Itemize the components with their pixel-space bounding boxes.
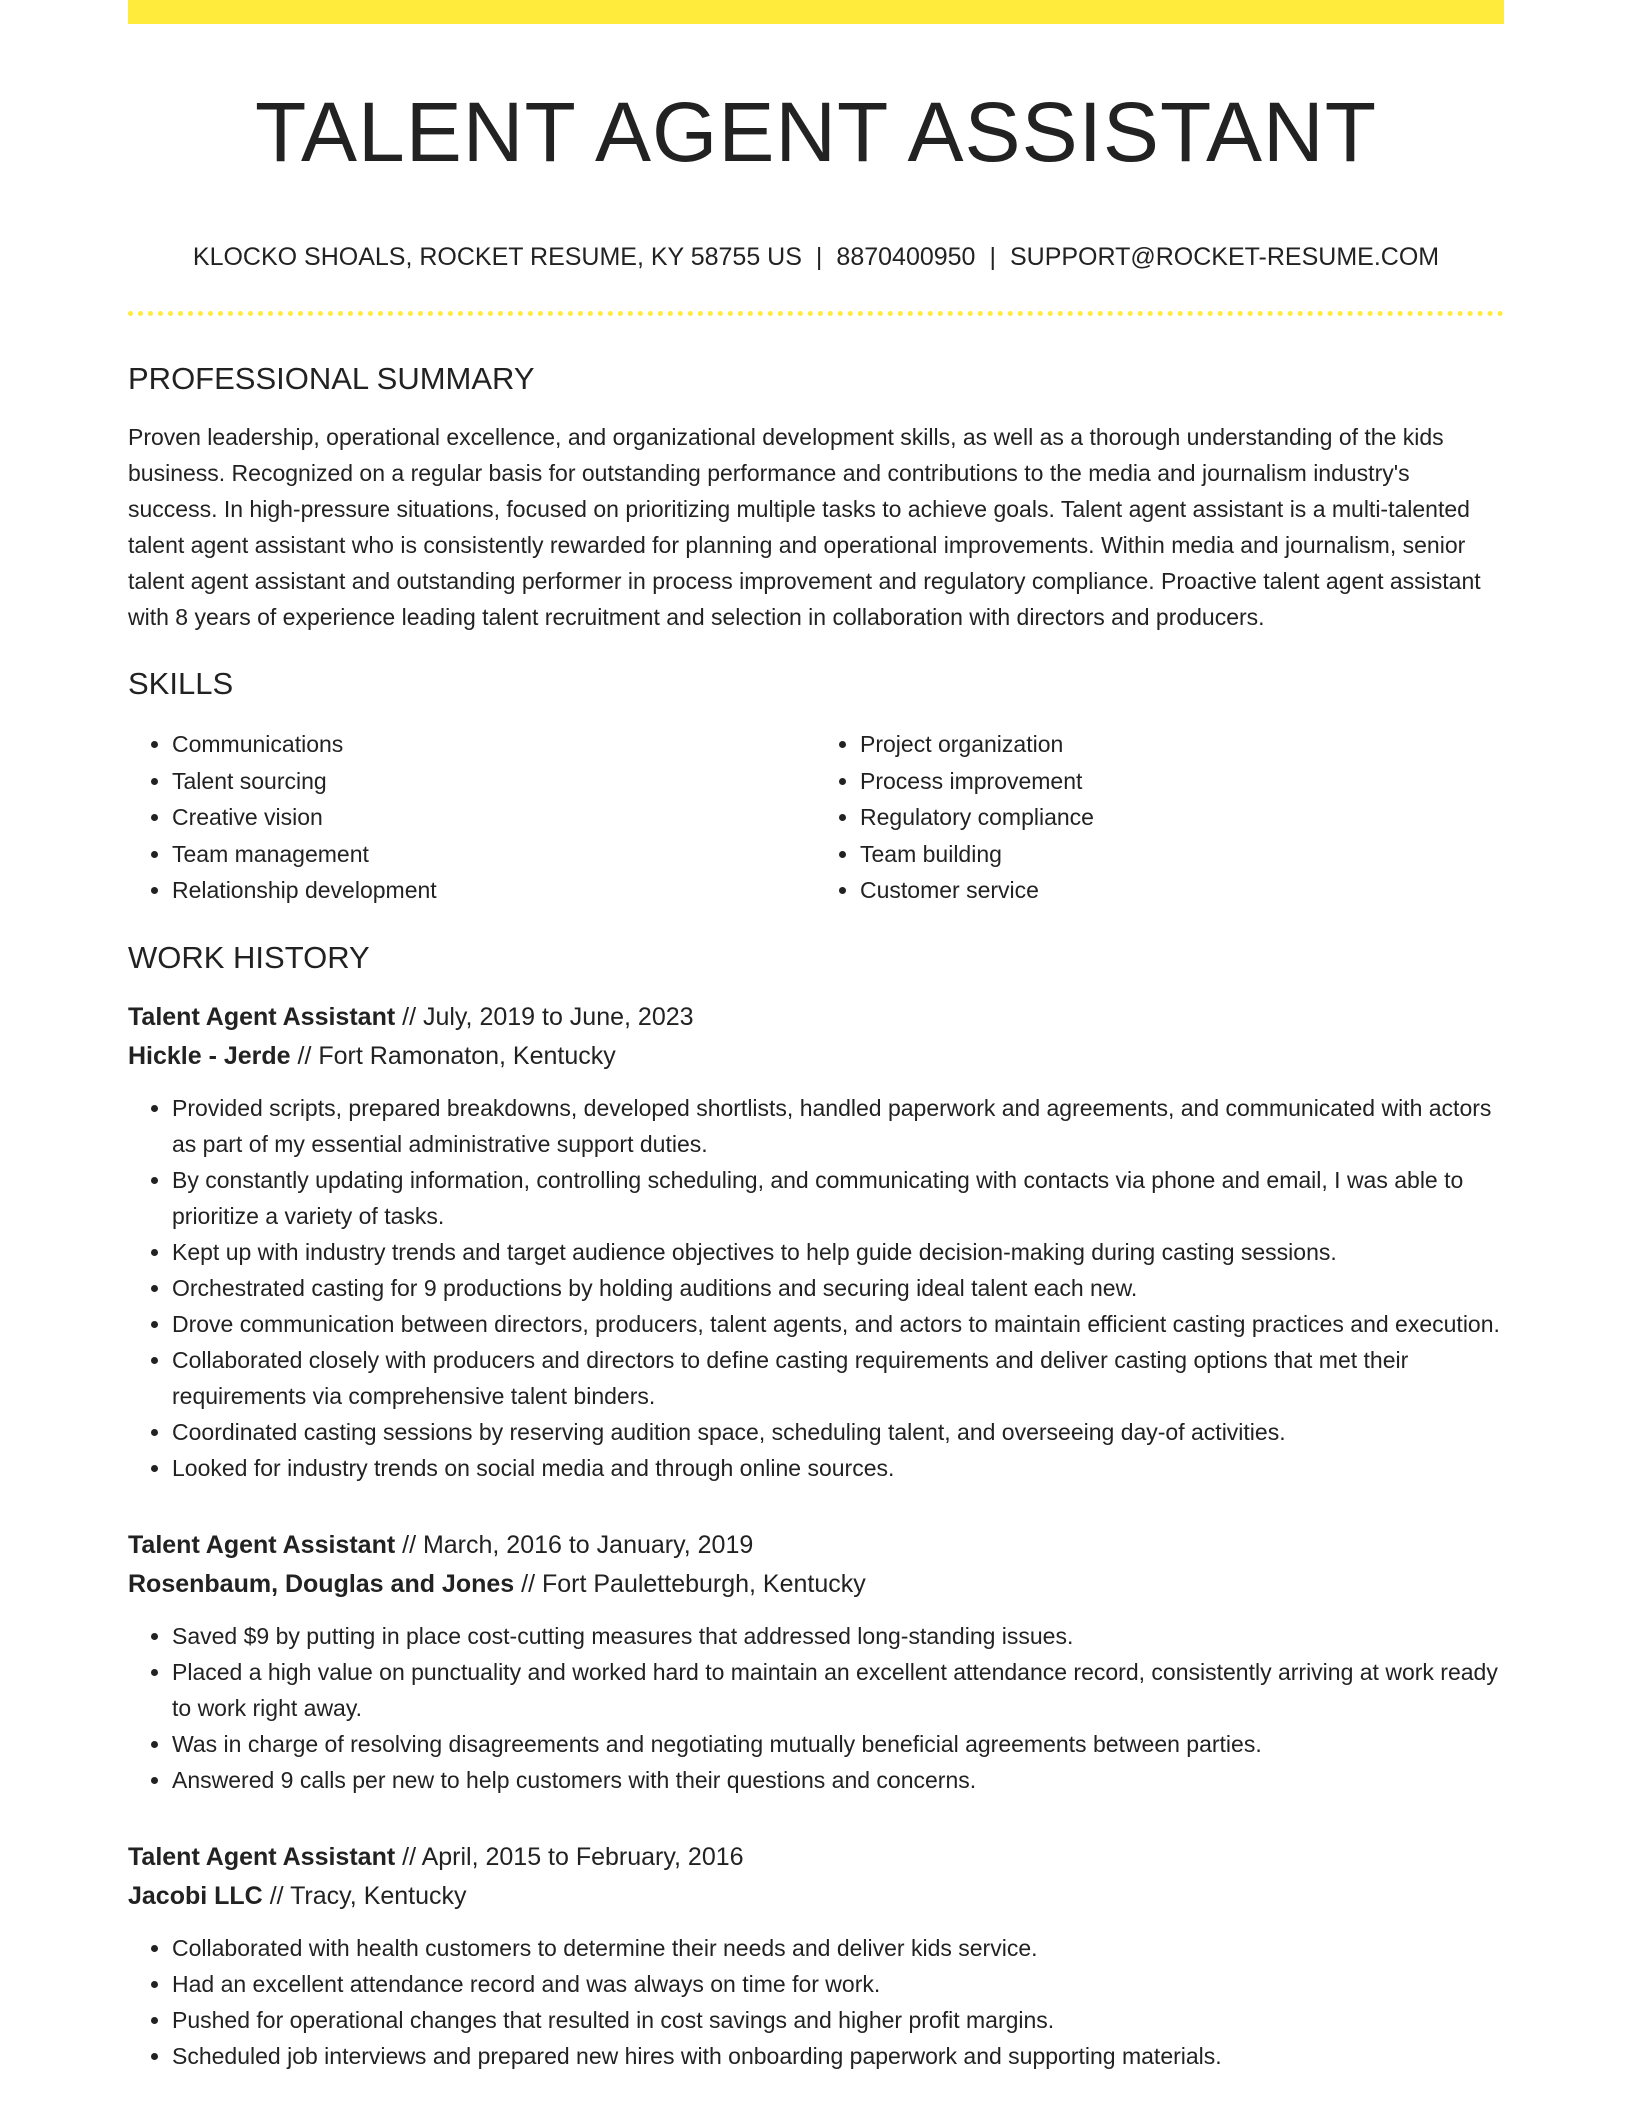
job-bullets <box>128 1930 1504 2074</box>
skill-item: • Process improvement <box>860 763 1504 800</box>
job-role: Talent Agent Assistant <box>128 1531 396 1560</box>
job-bullet: • Had an excellent attendance record and was always on time for work. <box>172 1966 1504 2002</box>
skill-item: • Team management <box>172 836 816 873</box>
job-company: Rosenbaum, Douglas and Jones <box>128 1570 515 1599</box>
job-entry <box>128 1838 1504 2074</box>
job-bullet: • By constantly updating information, controlling scheduling, and communicating with contacts via phone and email, I was able to prioritize a variety of tasks. <box>172 1162 1504 1234</box>
summary-heading: PROFESSIONAL SUMMARY <box>128 361 535 397</box>
job-bullets <box>128 1090 1504 1486</box>
job-bullet: • Answered 9 calls per new to help customers with their questions and concerns. <box>172 1762 1504 1798</box>
skill-item: • Team building <box>860 836 1504 873</box>
resume-name-title: TALENT AGENT ASSISTANT <box>254 85 1378 179</box>
job-bullet: • Saved $9 by putting in place cost-cutting measures that addressed long-standing issues. <box>172 1618 1504 1654</box>
job-bullet: • Collaborated with health customers to determine their needs and deliver kids service. <box>172 1930 1504 1966</box>
skills-list <box>128 726 1504 909</box>
skill-item: • Relationship development <box>172 872 816 909</box>
job-company: Jacobi LLC <box>128 1882 263 1911</box>
job-bullets <box>128 1618 1504 1798</box>
job-dates: // July, 2019 to June, 2023 <box>395 1003 694 1032</box>
job-role: Talent Agent Assistant <box>128 1843 396 1872</box>
accent-top-bar <box>128 0 1504 24</box>
job-entry <box>128 998 1504 1486</box>
job-entry <box>128 1526 1504 1798</box>
job-company-line <box>128 1037 1504 1076</box>
skill-item: • Talent sourcing <box>172 763 816 800</box>
job-bullet: • Placed a high value on punctuality and worked hard to maintain an excellent attendance record, consistently arriving at work ready to work right away. <box>172 1654 1504 1726</box>
job-bullet: • Drove communication between directors, producers, talent agents, and actors to maintain efficient casting practices and execution. <box>172 1306 1504 1342</box>
job-location: // Tracy, Kentucky <box>262 1882 467 1911</box>
job-dates: // April, 2015 to February, 2016 <box>395 1843 744 1872</box>
skill-item: • Regulatory compliance <box>860 799 1504 836</box>
contact-email: SUPPORT@ROCKET-RESUME.COM <box>1009 242 1440 271</box>
job-bullet: • Provided scripts, prepared breakdowns, developed shortlists, handled paperwork and agreements, and communicated with actors as part of my essential administrative support duties. <box>172 1090 1504 1162</box>
job-bullet: • Scheduled job interviews and prepared new hires with onboarding paperwork and supporting materials. <box>172 2038 1504 2074</box>
contact-line <box>128 241 1504 274</box>
job-location: // Fort Ramonaton, Kentucky <box>290 1042 616 1071</box>
skills-heading: SKILLS <box>128 666 234 702</box>
summary-text: Proven leadership, operational excellence, and organizational development skills, as well as a thorough understanding of the kids business. Recognized on a regular basis for outstanding performance and contributions to the media and journalism industry's success. In high-pressure situations, focused on prioritizing multiple tasks to achieve goals. Talent agent assistant is a multi-talented talent agent assistant who is consistently rewarded for planning and operational improvements. Within media and journalism, senior talent agent assistant and outstanding performer in process improvement and regulatory compliance. Proactive talent agent assistant with 8 years of experience leading talent recruitment and selection in collaboration with directors and producers. <box>128 424 1481 631</box>
contact-address: KLOCKO SHOALS, ROCKET RESUME, KY 58755 US <box>192 242 802 271</box>
resume-page <box>128 0 1504 2074</box>
skill-item: • Project organization <box>860 726 1504 763</box>
contact-phone: 8870400950 <box>836 242 976 271</box>
skill-item: • Creative vision <box>172 799 816 836</box>
contact-separator: | <box>989 242 996 271</box>
work-history-heading: WORK HISTORY <box>128 939 370 975</box>
job-bullet: • Was in charge of resolving disagreements and negotiating mutually beneficial agreements between parties. <box>172 1726 1504 1762</box>
job-company-line <box>128 1565 1504 1604</box>
skills-right-column <box>816 726 1504 909</box>
job-bullet: • Kept up with industry trends and target audience objectives to help guide decision-making during casting sessions. <box>172 1234 1504 1270</box>
dotted-divider <box>128 311 1504 316</box>
contact-separator: | <box>815 242 823 271</box>
skill-item: • Communications <box>172 726 816 763</box>
job-bullet: • Pushed for operational changes that resulted in cost savings and higher profit margins. <box>172 2002 1504 2038</box>
job-dates: // March, 2016 to January, 2019 <box>395 1531 754 1560</box>
job-bullet: • Collaborated closely with producers and directors to define casting requirements and deliver casting options that met their requirements via comprehensive talent binders. <box>172 1342 1504 1414</box>
job-location: // Fort Pauletteburgh, Kentucky <box>514 1570 866 1599</box>
job-title-line <box>128 1838 1504 1877</box>
job-role: Talent Agent Assistant <box>128 1003 396 1032</box>
job-company: Hickle - Jerde <box>128 1042 291 1071</box>
job-bullet: • Coordinated casting sessions by reserving audition space, scheduling talent, and overseeing day-of activities. <box>172 1414 1504 1450</box>
job-bullet: • Orchestrated casting for 9 productions by holding auditions and securing ideal talent each new. <box>172 1270 1504 1306</box>
job-bullet: • Looked for industry trends on social media and through online sources. <box>172 1450 1504 1486</box>
job-title-line <box>128 998 1504 1037</box>
job-title-line <box>128 1526 1504 1565</box>
job-company-line <box>128 1877 1504 1916</box>
skills-left-column <box>128 726 816 909</box>
skill-item: • Customer service <box>860 872 1504 909</box>
